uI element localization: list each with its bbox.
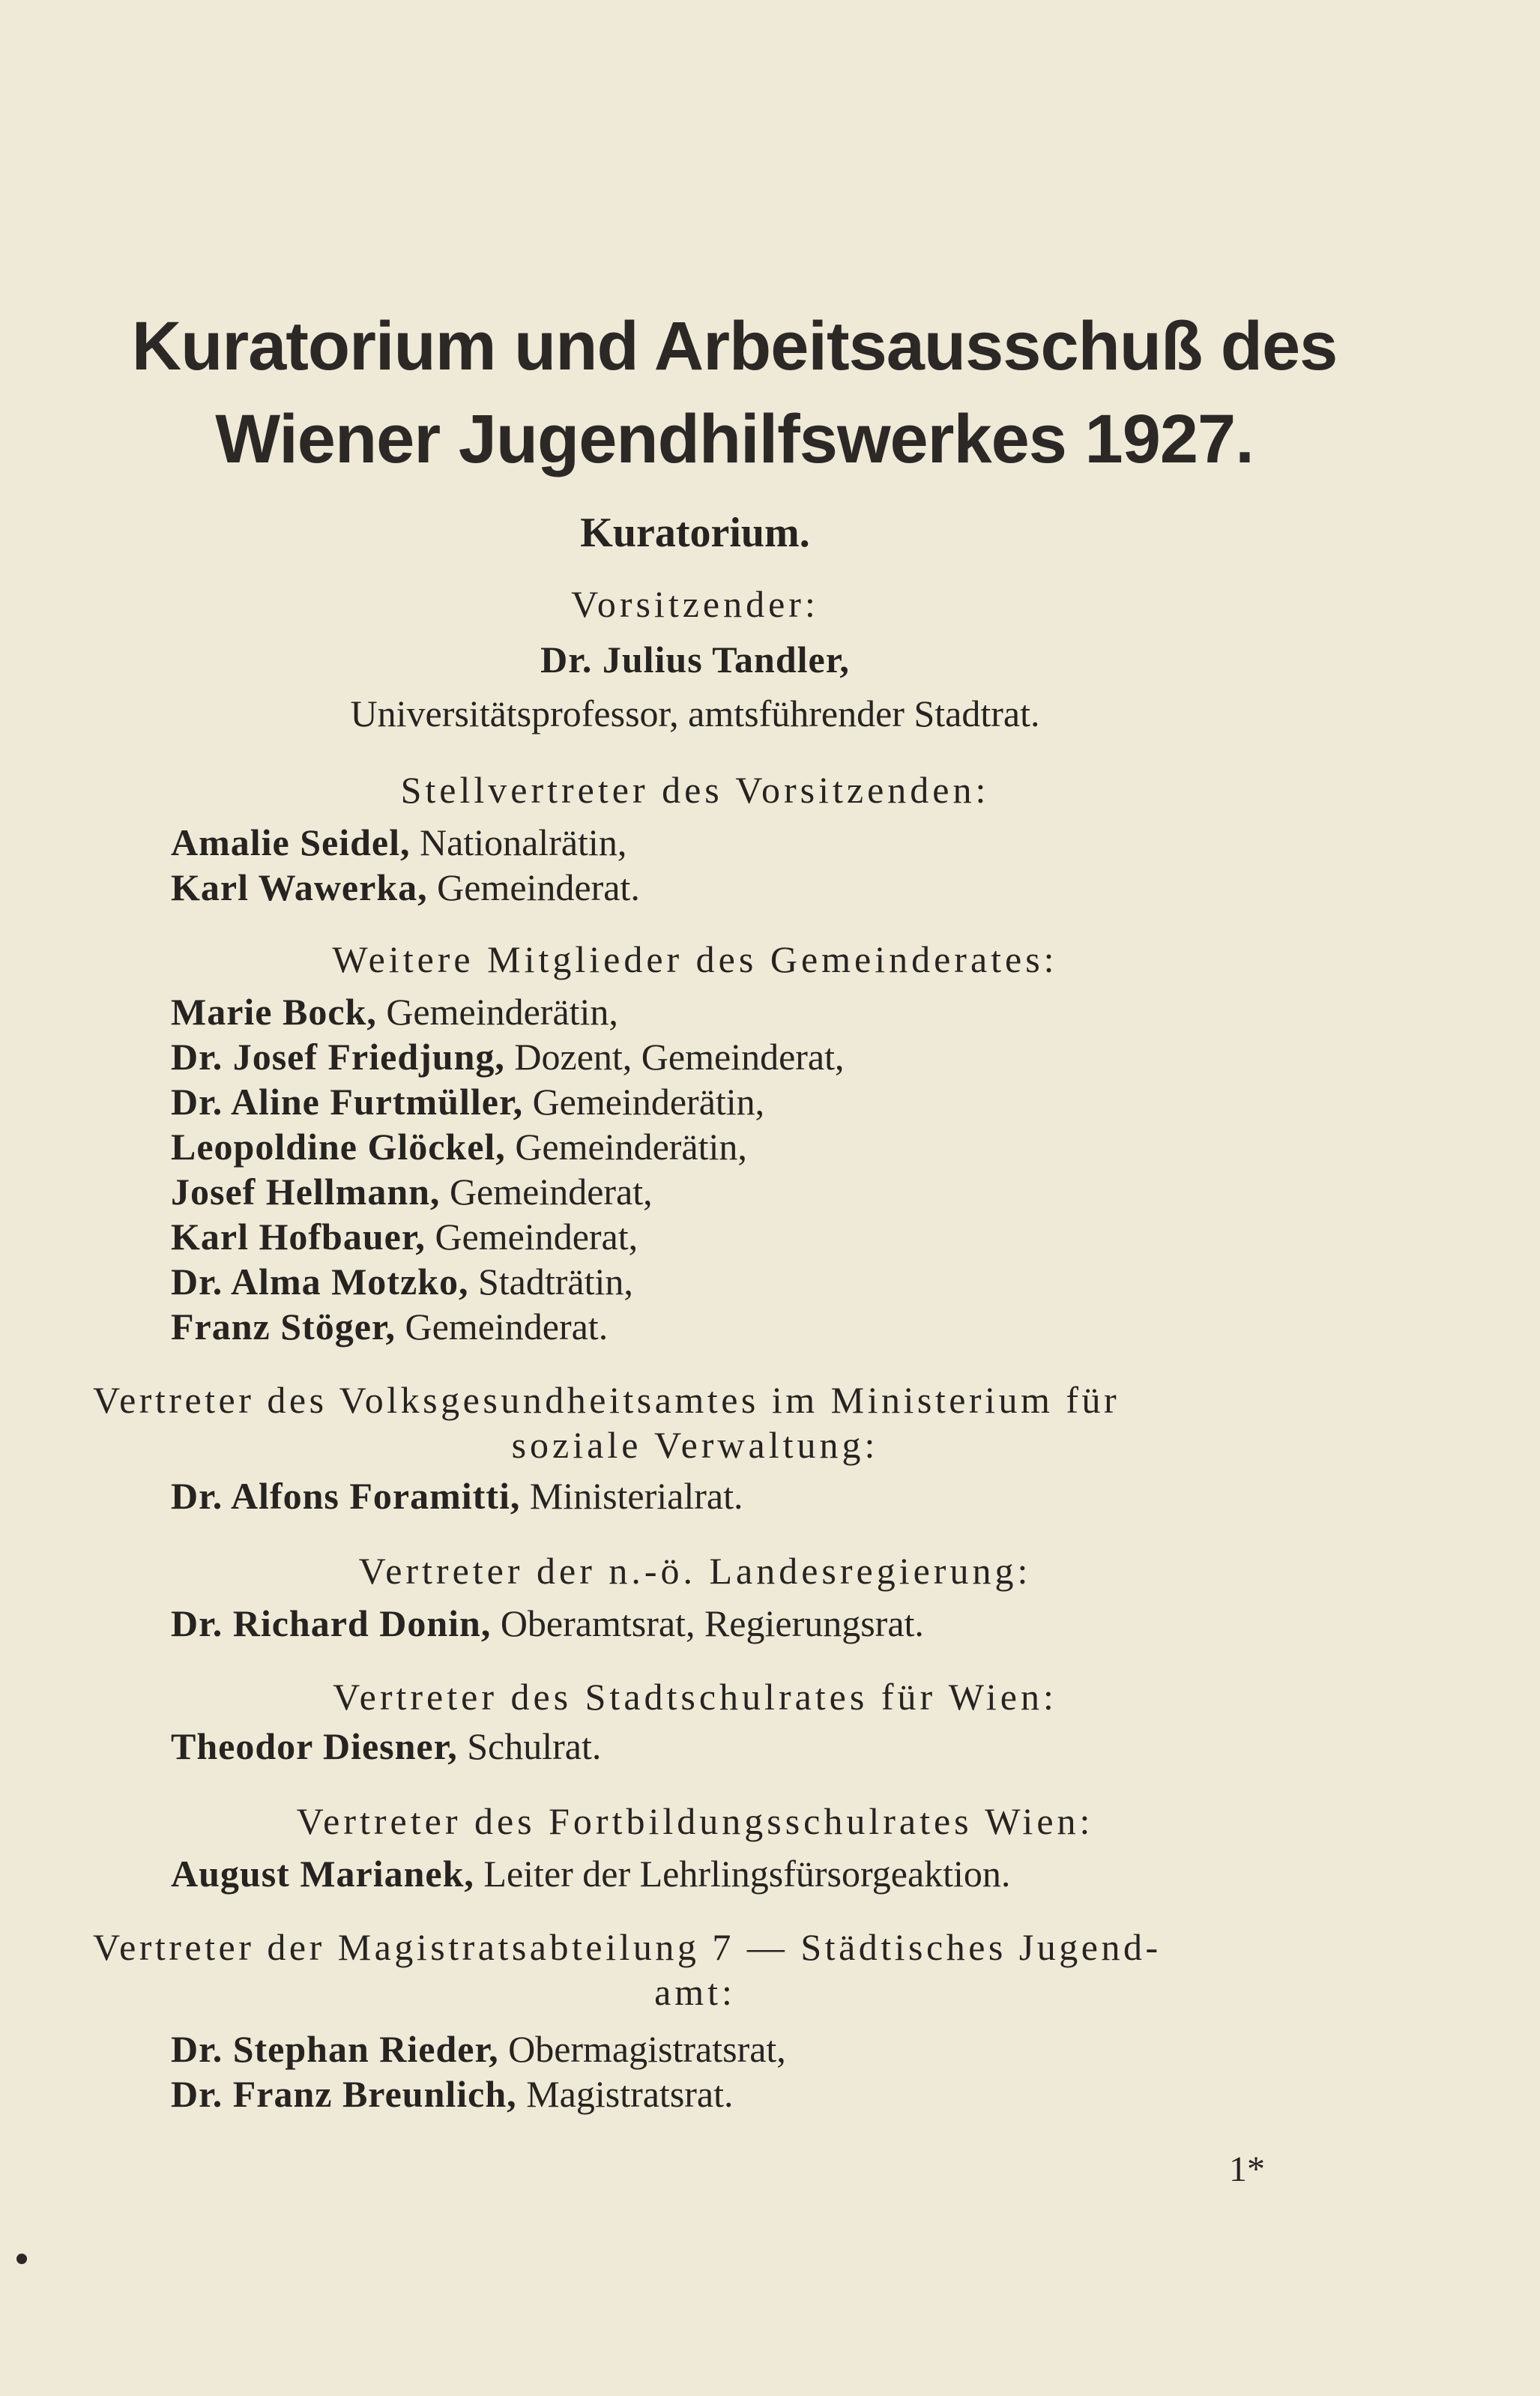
member-row <box>171 1259 633 1304</box>
member-row <box>171 820 626 865</box>
heading-deputy: Stellvertreter des Vorsitzenden: <box>400 769 990 811</box>
heading-council-members: Weitere Mitglieder des Gemeinderates: <box>332 938 1058 980</box>
member-name: Dr. Aline Furtmüller, <box>171 1081 524 1123</box>
member-role: Gemeinderat, <box>425 1216 638 1258</box>
member-name: Dr. Franz Breunlich, <box>171 2073 517 2115</box>
chair-name <box>0 637 1390 682</box>
member-row <box>171 1034 845 1079</box>
member-row <box>171 865 640 910</box>
member-name: Dr. Josef Friedjung, <box>171 1036 505 1078</box>
title-line-2: Wiener Jugendhilfswerkes 1927. <box>215 401 1254 477</box>
heading-health-office-line-1: Vertreter des Volksgesundheitsamtes im Ministerium für <box>93 1379 1120 1421</box>
member-name: Karl Wawerka, <box>171 866 428 908</box>
title-line-1: Kuratorium und Arbeitsausschuß des <box>131 308 1338 384</box>
member-name: Josef Hellmann, <box>171 1171 441 1213</box>
member-row <box>171 1169 653 1214</box>
member-row <box>171 1124 747 1169</box>
member-role: Gemeinderätin, <box>376 991 618 1033</box>
member-name: Dr. Stephan Rieder, <box>171 2028 499 2070</box>
member-role: Magistratsrat. <box>516 2073 734 2115</box>
member-row <box>171 1304 608 1349</box>
member-row <box>171 1851 1010 1896</box>
member-row <box>171 2071 734 2116</box>
member-name: Amalie Seidel, <box>171 821 411 863</box>
heading-continuing-school-board: Vertreter des Fortbildungsschulrates Wien: <box>296 1800 1094 1842</box>
member-row <box>171 1079 764 1124</box>
member-role: Schulrat. <box>457 1725 602 1767</box>
member-role: Dozent, Gemeinderat, <box>504 1036 845 1078</box>
member-role: Gemeinderat. <box>427 866 640 908</box>
heading-chair: Vorsitzender: <box>571 583 819 625</box>
member-name: Franz Stöger, <box>171 1306 396 1348</box>
member-row <box>171 1214 638 1259</box>
member-row <box>171 1724 601 1769</box>
member-role: Leiter der Lehrlingsfürsorgeaktion. <box>474 1853 1011 1895</box>
member-row <box>171 989 618 1034</box>
heading-school-board: Vertreter des Stadtschulrates für Wien: <box>333 1676 1057 1718</box>
member-name: Dr. Alfons Foramitti, <box>171 1475 521 1517</box>
member-row <box>171 1473 743 1518</box>
member-role: Gemeinderat, <box>440 1171 653 1213</box>
member-role: Gemeinderat. <box>396 1306 609 1348</box>
member-name: August Marianek, <box>171 1853 474 1895</box>
member-row <box>171 2027 786 2071</box>
member-name: Theodor Diesner, <box>171 1725 458 1767</box>
chair-note: Universitätsprofessor, amtsführender Stadtrat. <box>350 692 1040 734</box>
heading-youth-office-line-2: amt: <box>654 1971 736 2013</box>
member-role: Obermagistratsrat, <box>498 2028 786 2070</box>
page-title <box>97 300 1371 486</box>
member-role: Gemeinderätin, <box>505 1126 747 1168</box>
member-role: Stadträtin, <box>468 1261 633 1303</box>
page-mark: 1* <box>1229 2149 1265 2189</box>
member-role: Ministerialrat. <box>520 1475 743 1517</box>
member-role: Nationalrätin, <box>410 821 627 863</box>
member-name: Dr. Alma Motzko, <box>171 1261 469 1303</box>
heading-youth-office-line-1: Vertreter der Magistratsabteilung 7 — Städtisches Jugend- <box>93 1926 1162 1968</box>
heading-health-office-line-2: soziale Verwaltung: <box>511 1424 879 1466</box>
member-name: Marie Bock, <box>171 991 377 1033</box>
member-role: Oberamtsrat, Regierungsrat. <box>491 1602 924 1644</box>
member-name: Dr. Richard Donin, <box>171 1602 492 1644</box>
member-name: Karl Hofbauer, <box>171 1216 426 1258</box>
heading-state-government: Vertreter der n.-ö. Landesregierung: <box>358 1550 1032 1592</box>
ink-dot <box>16 2254 27 2264</box>
section-subtitle: Kuratorium. <box>580 510 810 556</box>
member-role: Gemeinderätin, <box>523 1081 765 1123</box>
member-name: Leopoldine Glöckel, <box>171 1126 506 1168</box>
member-row <box>171 1601 924 1646</box>
member-name: Dr. Julius Tandler, <box>540 639 850 681</box>
